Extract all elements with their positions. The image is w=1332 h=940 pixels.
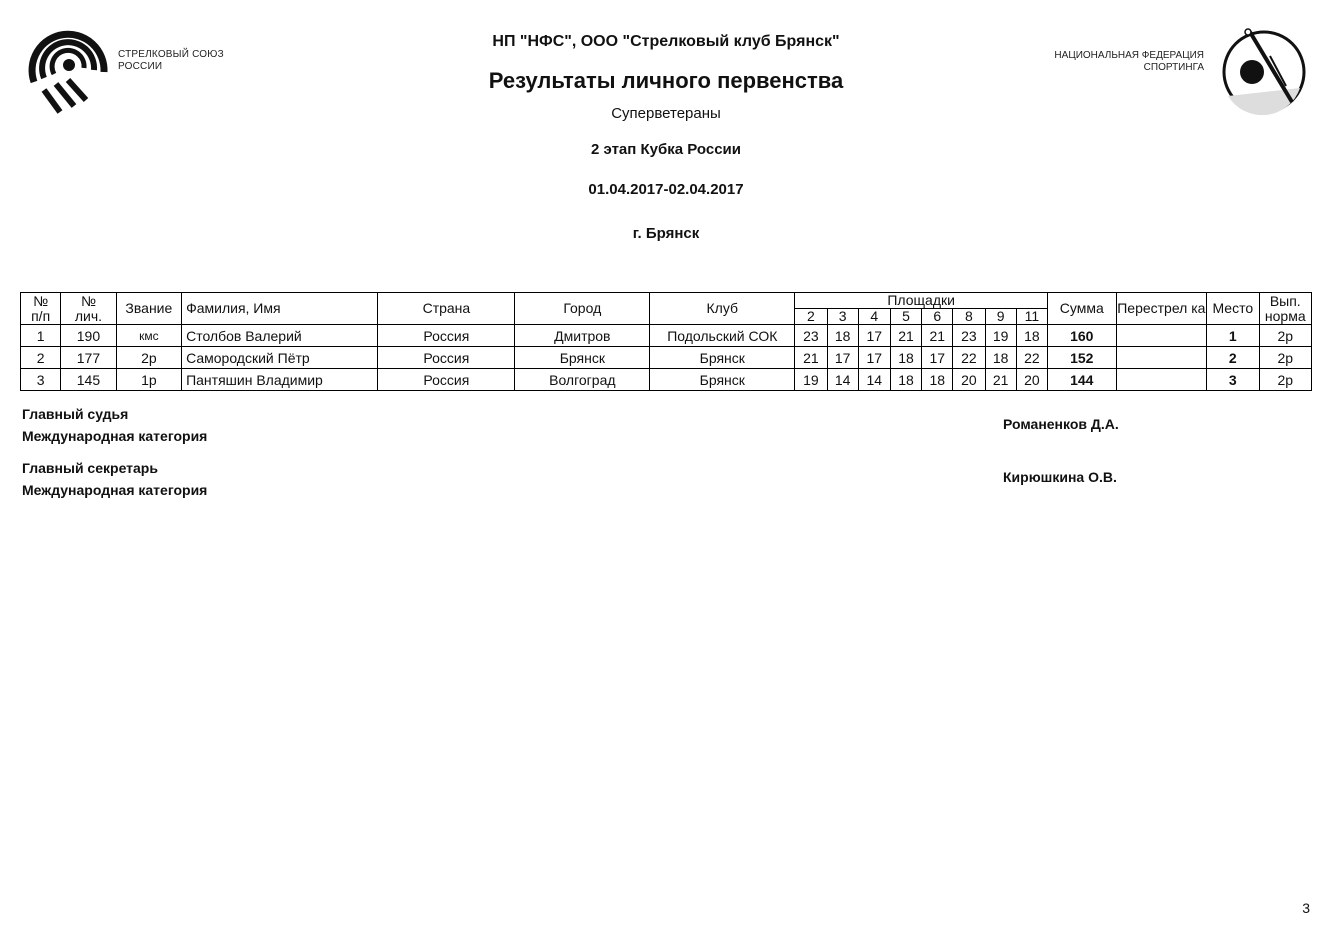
- category: Суперветераны: [611, 105, 721, 122]
- organizer: НП "НФС", ООО "Стрелковый клуб Брянск": [492, 33, 840, 50]
- competition-stage: 2 этап Кубка России: [590, 141, 741, 158]
- cell-license: 177: [61, 347, 116, 369]
- competition-dates: 01.04.2017-02.04.2017: [588, 181, 744, 198]
- cell-club: Подольский СОК: [650, 325, 795, 347]
- cell-country: Россия: [378, 325, 515, 347]
- secretary-category: Международная категория: [22, 482, 208, 498]
- cell-place: 2: [1207, 347, 1259, 369]
- cell-score: 18: [922, 369, 953, 391]
- col-license: [61, 293, 116, 325]
- cell-license: 145: [61, 369, 116, 391]
- cell-name: Столбов Валерий: [182, 325, 378, 347]
- cell-rank: 1р: [116, 369, 181, 391]
- right-logo-line2: СПОРТИНГА: [1143, 62, 1204, 73]
- table-row: [21, 369, 1312, 391]
- col-license-sublabel: лич.: [74, 307, 103, 324]
- cell-name: Пантяшин Владимир: [182, 369, 378, 391]
- cell-town: Дмитров: [515, 325, 650, 347]
- cell-score: 17: [858, 347, 890, 369]
- station-label: 9: [985, 309, 1016, 325]
- cell-total: 160: [1048, 325, 1116, 347]
- competition-city: г. Брянск: [632, 225, 700, 242]
- cell-score: 18: [890, 347, 921, 369]
- col-country: Страна: [378, 293, 515, 325]
- results-table: [20, 292, 1312, 391]
- left-logo-line1: СТРЕЛКОВЫЙ СОЮЗ: [118, 49, 224, 60]
- col-total: Сумма: [1048, 293, 1116, 325]
- col-shootoff: Перестрел ка: [1116, 293, 1207, 325]
- cell-shootoff: [1116, 369, 1207, 391]
- cell-place: 1: [1207, 325, 1259, 347]
- cell-num: 1: [21, 325, 61, 347]
- cell-norm: 2р: [1259, 325, 1312, 347]
- cell-score: 22: [953, 347, 985, 369]
- judge-role: Главный судья: [22, 406, 129, 422]
- station-label: 11: [1016, 309, 1047, 325]
- cell-score: 20: [1016, 369, 1047, 391]
- cell-norm: 2р: [1259, 347, 1312, 369]
- page-number: 3: [1302, 900, 1310, 916]
- cell-score: 17: [827, 347, 858, 369]
- cell-score: 21: [985, 369, 1016, 391]
- cell-name: Самородский Пётр: [182, 347, 378, 369]
- station-label: 8: [953, 309, 985, 325]
- cell-score: 21: [922, 325, 953, 347]
- judge-block: [22, 403, 207, 447]
- cell-num: 2: [21, 347, 61, 369]
- cell-score: 19: [795, 369, 827, 391]
- cell-score: 14: [858, 369, 890, 391]
- cell-score: 20: [953, 369, 985, 391]
- col-place: Место: [1207, 293, 1259, 325]
- col-norm: Вып. норма: [1259, 293, 1312, 325]
- station-label: 6: [922, 309, 953, 325]
- col-license-label: №: [80, 292, 96, 309]
- cell-town: Брянск: [515, 347, 650, 369]
- header-row: [21, 293, 1312, 309]
- cell-norm: 2р: [1259, 369, 1312, 391]
- table-row: [21, 325, 1312, 347]
- station-label: 3: [827, 309, 858, 325]
- cell-score: 23: [795, 325, 827, 347]
- cell-shootoff: [1116, 325, 1207, 347]
- col-num: [21, 293, 61, 325]
- judge-name: Романенков Д.А.: [1003, 416, 1119, 432]
- cell-rank: 2р: [116, 347, 181, 369]
- cell-country: Россия: [378, 347, 515, 369]
- secretary-block: [22, 457, 207, 501]
- secretary-role: Главный секретарь: [22, 460, 158, 476]
- page-title: Результаты личного первенства: [488, 68, 844, 93]
- table-row: [21, 347, 1312, 369]
- station-label: 4: [858, 309, 890, 325]
- col-rank: Звание: [116, 293, 181, 325]
- cell-score: 18: [827, 325, 858, 347]
- cell-num: 3: [21, 369, 61, 391]
- col-stations: Площадки: [795, 293, 1048, 309]
- cell-score: 18: [1016, 325, 1047, 347]
- secretary-name: Кирюшкина О.В.: [1003, 469, 1117, 485]
- cell-club: Брянск: [650, 347, 795, 369]
- judge-category: Международная категория: [22, 428, 208, 444]
- cell-score: 21: [890, 325, 921, 347]
- cell-score: 18: [890, 369, 921, 391]
- cell-club: Брянск: [650, 369, 795, 391]
- cell-score: 17: [858, 325, 890, 347]
- cell-place: 3: [1207, 369, 1259, 391]
- right-logo-line1: НАЦИОНАЛЬНАЯ ФЕДЕРАЦИЯ: [1054, 50, 1204, 61]
- cell-score: 23: [953, 325, 985, 347]
- cell-score: 14: [827, 369, 858, 391]
- cell-score: 21: [795, 347, 827, 369]
- col-club: Клуб: [650, 293, 795, 325]
- col-name: Фамилия, Имя: [182, 293, 378, 325]
- cell-total: 144: [1048, 369, 1116, 391]
- cell-score: 19: [985, 325, 1016, 347]
- cell-score: 18: [985, 347, 1016, 369]
- col-town: Город: [515, 293, 650, 325]
- cell-score: 17: [922, 347, 953, 369]
- cell-total: 152: [1048, 347, 1116, 369]
- cell-town: Волгоград: [515, 369, 650, 391]
- cell-license: 190: [61, 325, 116, 347]
- cell-shootoff: [1116, 347, 1207, 369]
- station-label: 5: [890, 309, 921, 325]
- cell-rank: кмс: [116, 325, 181, 347]
- cell-country: Россия: [378, 369, 515, 391]
- col-num-label: №: [33, 292, 49, 309]
- col-num-sublabel: п/п: [31, 307, 51, 324]
- left-logo-line2: РОССИИ: [118, 61, 163, 72]
- station-label: 2: [795, 309, 827, 325]
- cell-score: 22: [1016, 347, 1047, 369]
